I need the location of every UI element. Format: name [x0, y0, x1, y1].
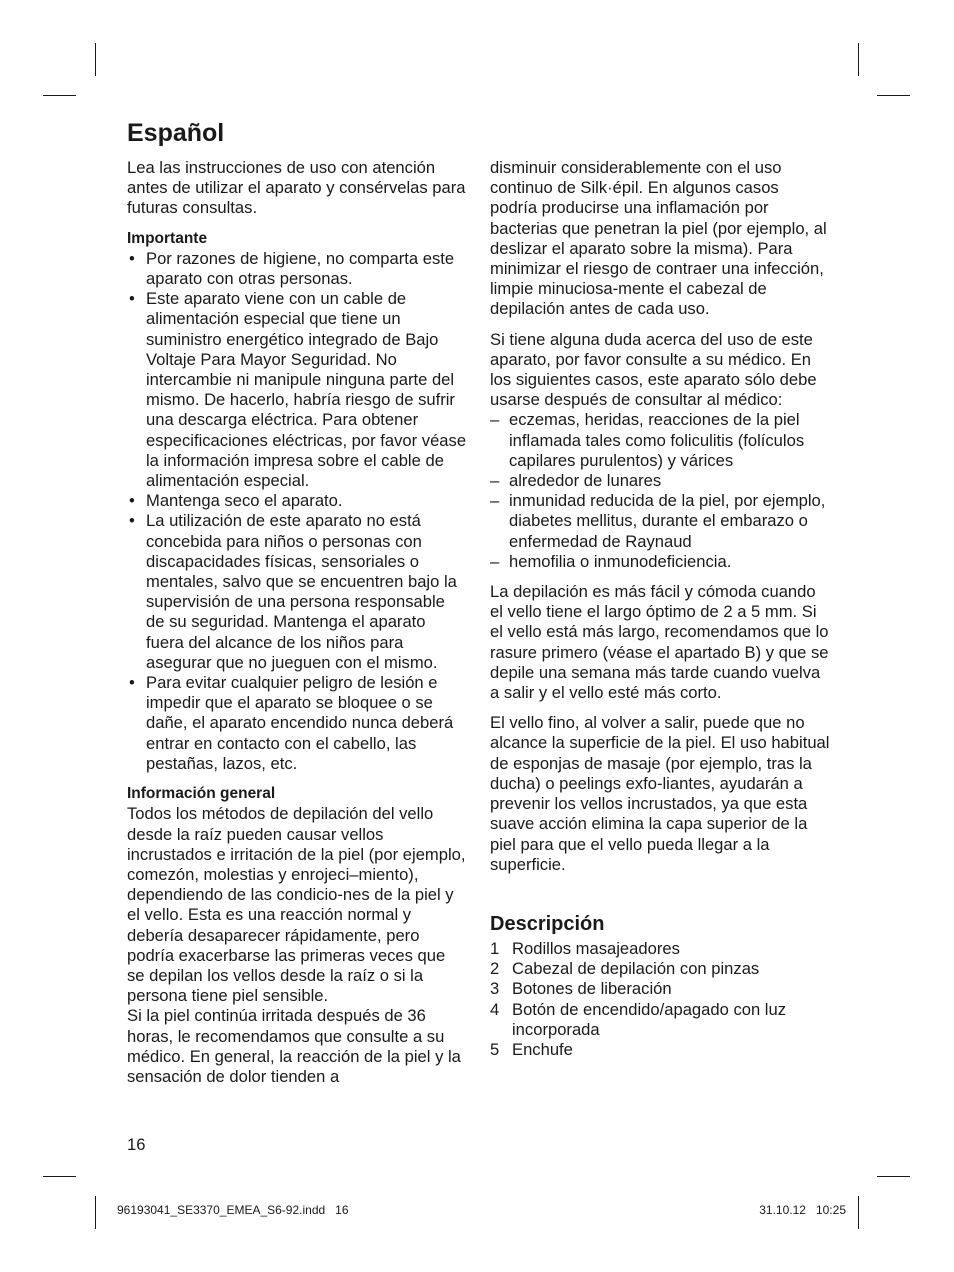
importante-heading: Importante: [127, 229, 208, 247]
crop-mark: [43, 95, 76, 96]
list-item: • Por razones de higiene, no comparta este aparato con otras personas.: [127, 249, 467, 289]
list-item: • Este aparato viene con un cable de alimentación especial que tiene un suministro energético integrado de Bajo Voltaje Para Mayor Seguridad. No intercambie ni manipule ninguna parte del mismo. De hacerlo, habría riesgo de sufrir una descarga eléctrica. Para obtener especificaciones eléctricas, por favor véase la información impresa sobre el cable de alimentación especial.: [127, 289, 467, 491]
list-item: 3 Botones de liberación: [490, 979, 672, 999]
list-item: • La utilización de este aparato no está concebida para niños o personas con discapacidades físicas, sensoriales o mentales, salvo que se encuentren bajo la supervisión de una persona responsable de su seguridad. Mantenga el aparato fuera del alcance de los niños para asegurar que no jueguen con el mismo.: [127, 511, 467, 673]
footer-datetime: 31.10.12 10:25: [759, 1203, 846, 1217]
body-paragraph: Si tiene alguna duda acerca del uso de este aparato, por favor consulte a su médico. En los siguientes casos, este aparato sólo debe usarse después de consultar al médico:: [490, 329, 817, 410]
list-item: – eczemas, heridas, reacciones de la piel inflamada tales como foliculitis (folículos capilares purulentos) y várices: [490, 410, 805, 470]
crop-mark: [95, 1196, 96, 1229]
list-item: – alrededor de lunares: [490, 471, 662, 491]
page-title: Español: [127, 119, 225, 147]
list-item: – inmunidad reducida de la piel, por ejemplo, diabetes mellitus, durante el embarazo o enfermedad de Raynaud: [490, 491, 826, 551]
descripcion-heading: Descripción: [490, 912, 605, 935]
crop-mark: [95, 43, 96, 76]
footer-filename: 96193041_SE3370_EMEA_S6-92.indd 16: [117, 1203, 349, 1217]
info-general-heading: Información general: [127, 785, 276, 803]
intro-paragraph: Lea las instrucciones de uso con atención antes de utilizar el aparato y consérvelas para futuras consultas.: [127, 158, 466, 218]
list-item: • Para evitar cualquier peligro de lesión e impedir que el aparato se bloquee o se dañe, el aparato encendido nunca deberá entrar en contacto con el cabello, las pestañas, lazos, etc.: [127, 673, 467, 774]
list-item: 4 Botón de encendido/apagado con luz incorporada: [490, 999, 787, 1039]
conditions-list: [490, 410, 830, 572]
crop-mark: [858, 1196, 859, 1229]
crop-mark: [43, 1176, 76, 1177]
body-paragraph: disminuir considerablemente con el uso continuo de Silk·épil. En algunos casos podría producirse una inflamación por bacterias que penetran la piel (por ejemplo, al deslizar el aparato sobre la misma). Para minimizar el riesgo de contraer una infección, limpie minuciosa-mente el cabezal de depilación antes de cada uso.: [490, 158, 827, 319]
descripcion-list: [490, 939, 830, 1060]
list-item: – hemofilia o inmunodeficiencia.: [490, 551, 732, 571]
crop-mark: [877, 1176, 910, 1177]
body-paragraph: El vello fino, al volver a salir, puede que no alcance la superficie de la piel. El uso habitual de esponjas de masaje (por ejemplo, tras la ducha) o peelings exfo-liantes, ayudarán a prevenir los vellos incrustados, ya que esta suave acción elimina la capa superior de la piel para que el vello pueda llegar a la superficie.: [490, 713, 830, 874]
crop-mark: [858, 43, 859, 76]
info-paragraph: Todos los métodos de depilación del vello desde la raíz pueden causar vellos incrustados e irritación de la piel (por ejemplo, comezón, molestias y enrojeci–miento), dependiendo de las condicio-nes de la piel y el vello. Esta es una reacción normal y debería desaparecer rápidamente, pero podría exacerbarse las primeras veces que se depilan los vellos desde la raíz o si la persona tiene piel sensible.: [127, 804, 466, 1006]
crop-mark: [877, 95, 910, 96]
left-column: [127, 158, 467, 1087]
importante-list: [127, 249, 467, 774]
body-paragraph: La depilación es más fácil y cómoda cuando el vello tiene el largo óptimo de 2 a 5 mm. Si el vello está más largo, recomendamos que lo rasure primero (véase el apartado B) y que se depile una semana más tarde cuando vuelva a salir y el vello esté más corto.: [490, 582, 829, 703]
list-item: 1 Rodillos masajeadores: [490, 938, 680, 958]
list-item: 5 Enchufe: [490, 1039, 573, 1059]
info-paragraph: Si la piel continúa irritada después de 36 horas, le recomendamos que consulte a su médico. En general, la reacción de la piel y la sensación de dolor tienden a: [127, 1006, 461, 1086]
page-number: 16: [127, 1135, 146, 1154]
right-column: [490, 158, 830, 1060]
list-item: 2 Cabezal de depilación con pinzas: [490, 959, 760, 979]
list-item: • Mantenga seco el aparato.: [127, 491, 467, 511]
